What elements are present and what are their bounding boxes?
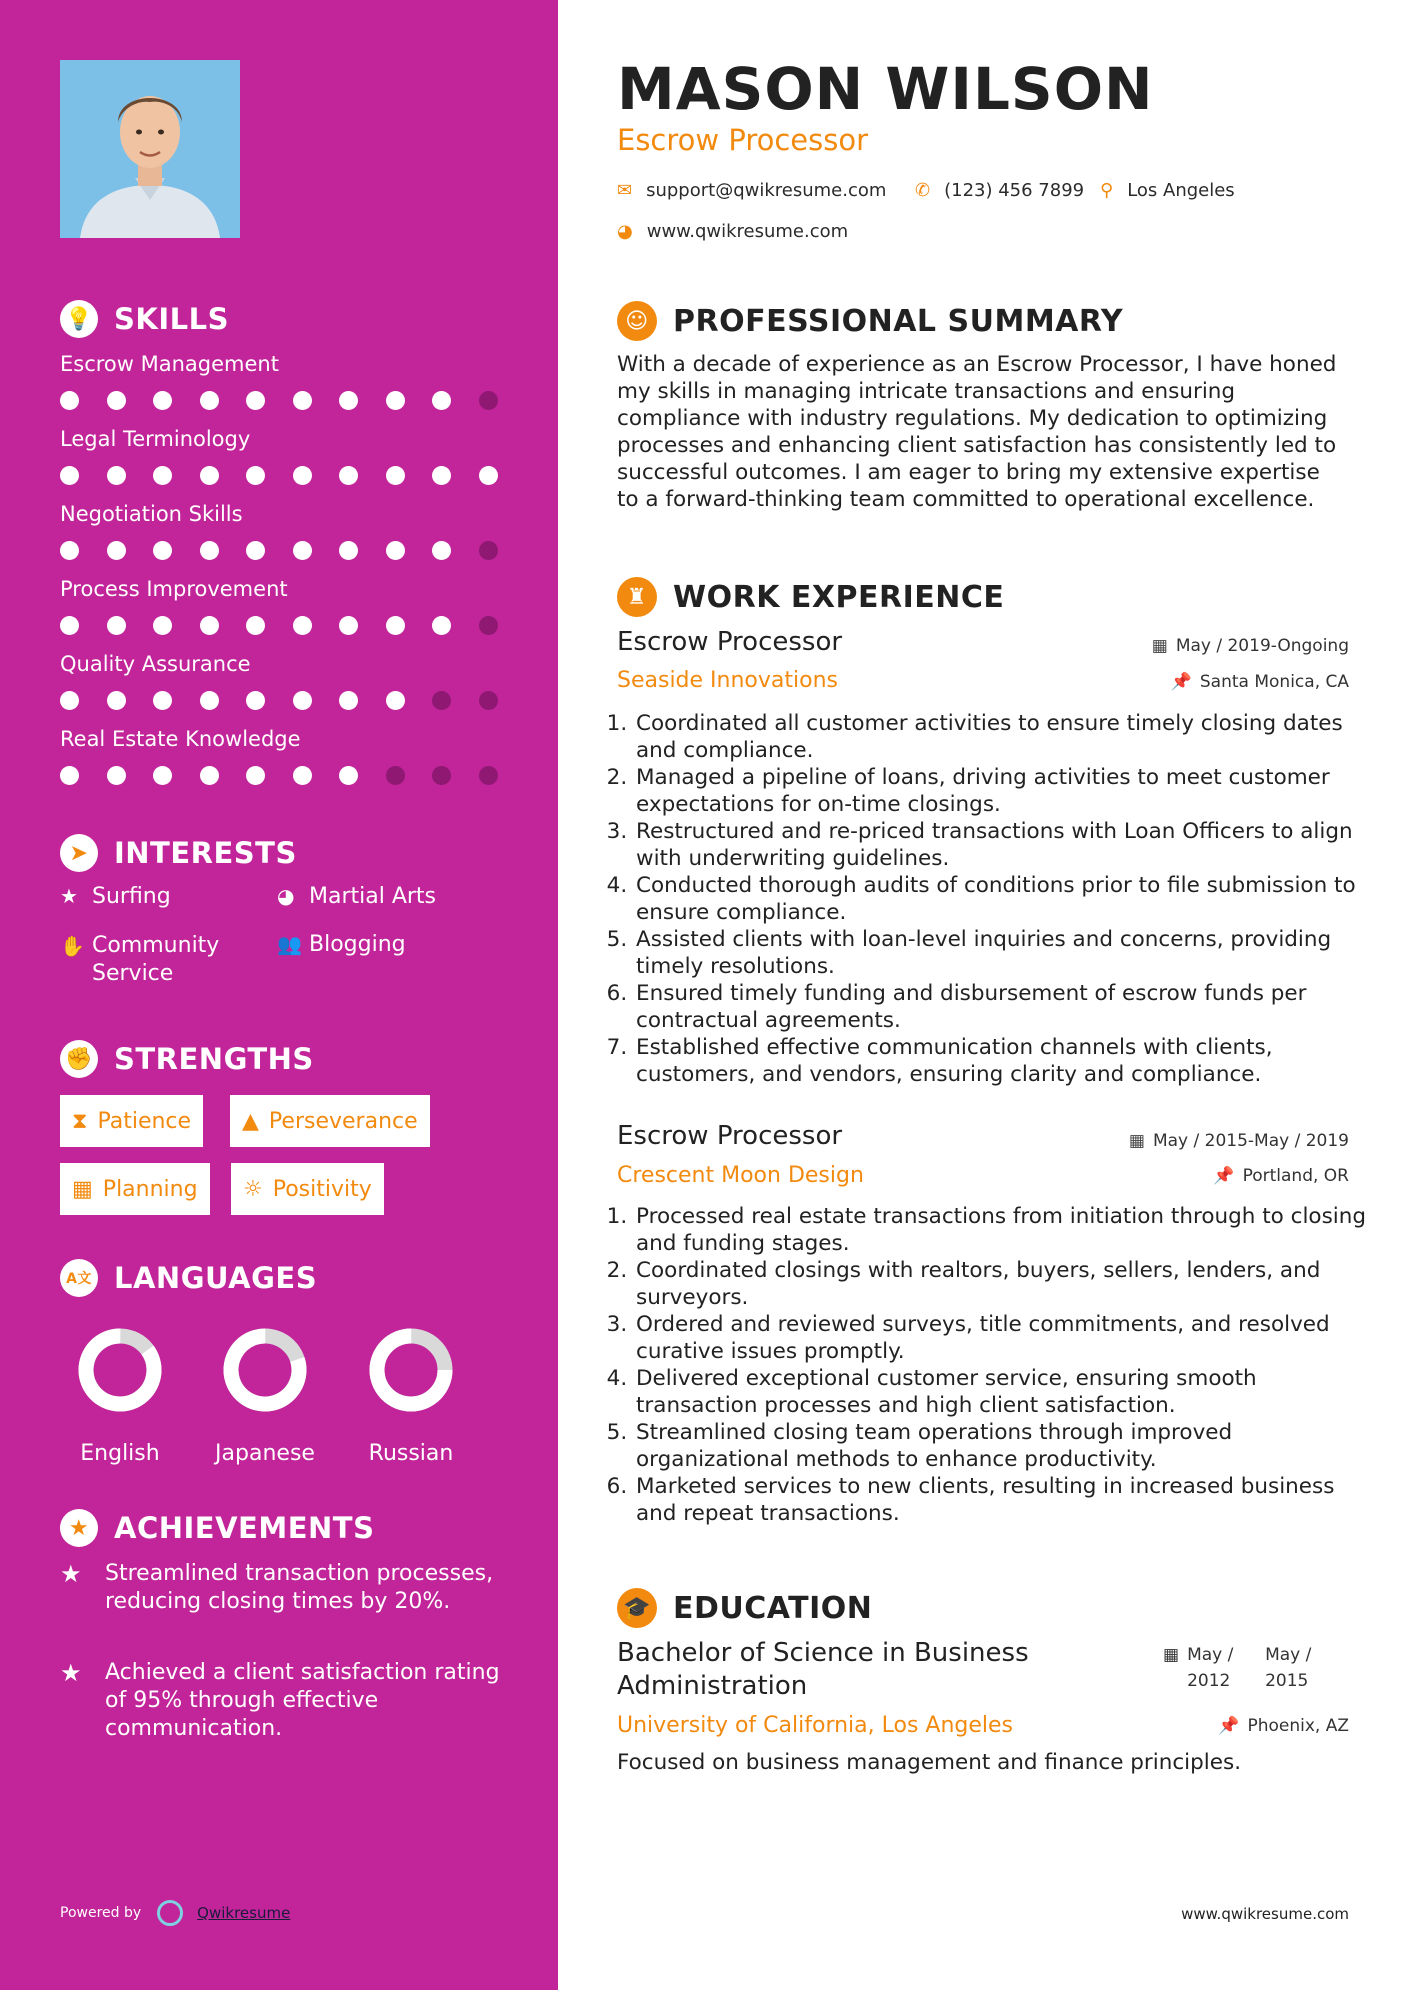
rating-dot xyxy=(293,391,312,410)
skill-name: Process Improvement xyxy=(60,577,288,601)
language-item xyxy=(195,1325,335,1466)
donut-fill xyxy=(75,1325,165,1415)
rating-dot xyxy=(200,766,219,785)
summary-heading: ☺ PROFESSIONAL SUMMARY xyxy=(617,301,1123,341)
strength-tag: ▲ Perseverance xyxy=(230,1095,430,1147)
bullet-item: 7. Established effective communication channels with clients, customers, and vendors, ensuring clarity and compliance. xyxy=(634,1034,1374,1088)
rating-dot xyxy=(200,616,219,635)
rating-dot xyxy=(153,691,172,710)
skill-name: Escrow Management xyxy=(60,352,279,376)
bullet-item: 2. Coordinated closings with realtors, buyers, sellers, lenders, and surveyors. xyxy=(634,1257,1374,1311)
rating-dot xyxy=(339,466,358,485)
rating-dot xyxy=(107,541,126,560)
rating-dot xyxy=(386,541,405,560)
calendar-icon: ▦ xyxy=(1163,1645,1180,1665)
qwikresume-link[interactable]: Qwikresume xyxy=(197,1904,291,1922)
rating-dot xyxy=(339,766,358,785)
shooting-star-icon: ★ xyxy=(60,1659,82,1687)
rating-dot xyxy=(432,391,451,410)
rating-dot xyxy=(339,616,358,635)
education-heading: 🎓 EDUCATION xyxy=(617,1588,872,1628)
interest-item: ◕ Martial Arts xyxy=(277,884,437,909)
job-dates: ▦ May / 2019-Ongoing xyxy=(1151,636,1349,656)
skill-rating xyxy=(60,766,525,785)
pin-icon: 📌 xyxy=(1170,672,1192,692)
language-level-donut xyxy=(75,1325,165,1415)
achievement-item: ★ Streamlined transaction processes, reducing closing times by 20%. xyxy=(60,1560,494,1614)
skill-rating xyxy=(60,466,525,485)
users-icon: 👥 xyxy=(277,932,302,956)
rating-dot xyxy=(386,616,405,635)
rating-dot xyxy=(293,541,312,560)
job-title: Escrow Processor xyxy=(617,627,843,657)
job-company: Crescent Moon Design xyxy=(617,1163,864,1188)
education-location: 📌 Phoenix, AZ xyxy=(1218,1716,1349,1736)
rating-dot xyxy=(246,541,265,560)
rating-dot xyxy=(107,691,126,710)
profile-photo xyxy=(60,60,240,238)
rating-dot xyxy=(107,766,126,785)
interests-heading: ➤ INTERESTS xyxy=(60,834,297,872)
strength-tag: ▦ Planning xyxy=(60,1163,210,1215)
rating-dot xyxy=(432,616,451,635)
rating-dot xyxy=(60,466,79,485)
fist-icon: ✊ xyxy=(60,1040,98,1078)
user-icon: ☺ xyxy=(617,301,657,341)
bullet-item: 6. Marketed services to new clients, resulting in increased business and repeat transactions. xyxy=(634,1473,1374,1527)
languages-heading: A文 LANGUAGES xyxy=(60,1259,317,1297)
rating-dot xyxy=(200,541,219,560)
strengths-heading: ✊ STRENGTHS xyxy=(60,1040,314,1078)
rating-dot xyxy=(432,541,451,560)
achievements-heading: ★ ACHIEVEMENTS xyxy=(60,1509,374,1547)
bullet-item: 2. Managed a pipeline of loans, driving activities to meet customer expectations for on-time closings. xyxy=(634,764,1374,818)
qwikresume-logo-icon xyxy=(157,1900,183,1926)
sun-icon: ☼ xyxy=(243,1176,263,1202)
degree-title: Bachelor of Science in Business Administration xyxy=(617,1638,1029,1701)
rating-dot xyxy=(386,466,405,485)
rating-dot xyxy=(153,466,172,485)
skill-name: Quality Assurance xyxy=(60,652,251,676)
calendar-icon: ▦ xyxy=(1151,636,1168,656)
rating-dot xyxy=(107,466,126,485)
rating-dot xyxy=(246,391,265,410)
rating-dot xyxy=(60,616,79,635)
job-location: 📌 Santa Monica, CA xyxy=(1170,672,1349,692)
rating-dot xyxy=(432,691,451,710)
bullet-item: 3. Restructured and re-priced transactions with Loan Officers to align with underwriting guidelines. xyxy=(634,818,1374,872)
school-name: University of California, Los Angeles xyxy=(617,1713,1014,1738)
phone-icon: ✆ xyxy=(915,180,931,201)
rating-dot xyxy=(479,391,498,410)
rating-dot xyxy=(153,541,172,560)
shooting-star-icon: ★ xyxy=(60,1560,82,1588)
hand-icon: ✋ xyxy=(60,934,85,958)
skill-name: Negotiation Skills xyxy=(60,502,243,526)
hourglass-icon: ⧗ xyxy=(72,1108,88,1134)
education-note: Focused on business management and finance principles. xyxy=(617,1750,1242,1775)
skill-rating xyxy=(60,616,525,635)
interest-item: ★ Surfing xyxy=(60,884,171,909)
education-dates: ▦ May / 2012 May / 2015 xyxy=(1163,1642,1323,1694)
rating-dot xyxy=(339,391,358,410)
skill-name: Real Estate Knowledge xyxy=(60,727,301,751)
rating-dot xyxy=(479,616,498,635)
candidate-name: MASON WILSON xyxy=(617,55,1154,123)
bullet-item: 4. Conducted thorough audits of conditions prior to file submission to ensure compliance. xyxy=(634,872,1374,926)
calendar-icon: ▦ xyxy=(72,1176,93,1202)
rating-dot xyxy=(60,766,79,785)
strength-tag: ☼ Positivity xyxy=(231,1163,384,1215)
road-icon: ▲ xyxy=(242,1108,259,1134)
rating-dot xyxy=(60,541,79,560)
candidate-role: Escrow Processor xyxy=(617,123,869,157)
interest-item: 👥 Blogging xyxy=(277,932,406,957)
chair-icon: ♜ xyxy=(617,577,657,617)
globe-icon: ◕ xyxy=(617,221,633,242)
rating-dot xyxy=(60,691,79,710)
achievement-item: ★ Achieved a client satisfaction rating of 95% through effective communication. xyxy=(60,1659,500,1741)
contact-location: ⚲ Los Angeles xyxy=(1100,180,1235,201)
language-level-donut xyxy=(366,1325,456,1415)
bullet-item: 3. Ordered and reviewed surveys, title commitments, and resolved curative issues promptly. xyxy=(634,1311,1374,1365)
rating-dot xyxy=(246,766,265,785)
rating-dot xyxy=(293,466,312,485)
map-pin-icon: ⚲ xyxy=(1100,180,1114,201)
star-icon: ★ xyxy=(60,884,78,908)
rating-dot xyxy=(60,391,79,410)
lightbulb-icon: 💡 xyxy=(60,300,98,338)
rating-dot xyxy=(386,691,405,710)
rating-dot xyxy=(432,466,451,485)
bullet-item: 5. Streamlined closing team operations through improved organizational methods to enhance productivity. xyxy=(634,1419,1374,1473)
rating-dot xyxy=(386,766,405,785)
calendar-icon: ▦ xyxy=(1128,1131,1145,1151)
bullet-item: 1. Processed real estate transactions from initiation through to closing and funding stages. xyxy=(634,1203,1374,1257)
rating-dot xyxy=(153,616,172,635)
trophy-icon: ★ xyxy=(60,1509,98,1547)
job-bullets xyxy=(612,1203,1374,1527)
rating-dot xyxy=(246,691,265,710)
rating-dot xyxy=(153,766,172,785)
interest-item: ✋ Community Service xyxy=(60,933,220,986)
skill-name: Legal Terminology xyxy=(60,427,251,451)
rating-dot xyxy=(293,766,312,785)
rating-dot xyxy=(339,541,358,560)
skills-heading: 💡 SKILLS xyxy=(60,300,229,338)
sidebar xyxy=(0,0,558,1990)
rating-dot xyxy=(479,466,498,485)
job-title: Escrow Processor xyxy=(617,1121,843,1151)
strength-tag: ⧗ Patience xyxy=(60,1095,203,1147)
contact-website[interactable]: ◕ www.qwikresume.com xyxy=(617,221,849,242)
powered-by: Powered by Qwikresume xyxy=(60,1900,290,1926)
rating-dot xyxy=(107,391,126,410)
bullet-item: 6. Ensured timely funding and disbursement of escrow funds per contractual agreements. xyxy=(634,980,1374,1034)
rating-dot xyxy=(293,691,312,710)
bullet-item: 5. Assisted clients with loan-level inquiries and concerns, providing timely resolutions. xyxy=(634,926,1374,980)
language-name: Japanese xyxy=(215,1441,315,1466)
donut-fill xyxy=(222,1327,308,1413)
contact-phone[interactable]: ✆ (123) 456 7899 xyxy=(915,180,1085,201)
rating-dot xyxy=(479,766,498,785)
contact-email[interactable]: ✉ support@qwikresume.com xyxy=(617,180,887,201)
bullet-item: 1. Coordinated all customer activities to ensure timely closing dates and compliance. xyxy=(634,710,1374,764)
rating-dot xyxy=(479,691,498,710)
rating-dot xyxy=(386,391,405,410)
rating-dot xyxy=(293,616,312,635)
rating-dot xyxy=(153,391,172,410)
rating-dot xyxy=(246,466,265,485)
skill-rating xyxy=(60,691,525,710)
rating-dot xyxy=(479,541,498,560)
pin-icon: 📌 xyxy=(1218,1716,1240,1736)
footer-website[interactable]: www.qwikresume.com xyxy=(1181,1905,1349,1923)
pin-icon: 📌 xyxy=(1213,1166,1235,1186)
skill-rating xyxy=(60,391,525,410)
rating-dot xyxy=(246,616,265,635)
job-location: 📌 Portland, OR xyxy=(1213,1166,1349,1186)
language-item xyxy=(341,1325,481,1466)
language-icon: A文 xyxy=(60,1259,98,1297)
job-company: Seaside Innovations xyxy=(617,668,838,693)
rating-dot xyxy=(339,691,358,710)
rating-dot xyxy=(200,466,219,485)
language-name: Russian xyxy=(368,1441,454,1466)
job-dates: ▦ May / 2015-May / 2019 xyxy=(1128,1131,1349,1151)
rating-dot xyxy=(200,691,219,710)
paper-plane-icon: ➤ xyxy=(60,834,98,872)
language-level-donut xyxy=(220,1325,310,1415)
envelope-icon: ✉ xyxy=(617,180,633,201)
graduation-icon: 🎓 xyxy=(617,1588,657,1628)
language-name: English xyxy=(80,1441,160,1466)
skill-rating xyxy=(60,541,525,560)
rating-dot xyxy=(432,766,451,785)
rating-dot xyxy=(200,391,219,410)
globe-icon: ◕ xyxy=(277,884,295,908)
summary-text: With a decade of experience as an Escrow Processor, I have honed my skills in managing intricate transactions and ensuring compliance with industry regulations. My dedication to optimizing processes and enhancing client satisfaction has consistently led to successful outcomes. I am eager to bring my extensive expertise to a forward-thinking team committed to operational excellence. xyxy=(617,352,1337,512)
experience-heading: ♜ WORK EXPERIENCE xyxy=(617,577,1004,617)
job-bullets xyxy=(612,710,1374,1088)
bullet-item: 4. Delivered exceptional customer service, ensuring smooth transaction processes and high client satisfaction. xyxy=(634,1365,1374,1419)
rating-dot xyxy=(107,616,126,635)
language-item xyxy=(50,1325,190,1466)
